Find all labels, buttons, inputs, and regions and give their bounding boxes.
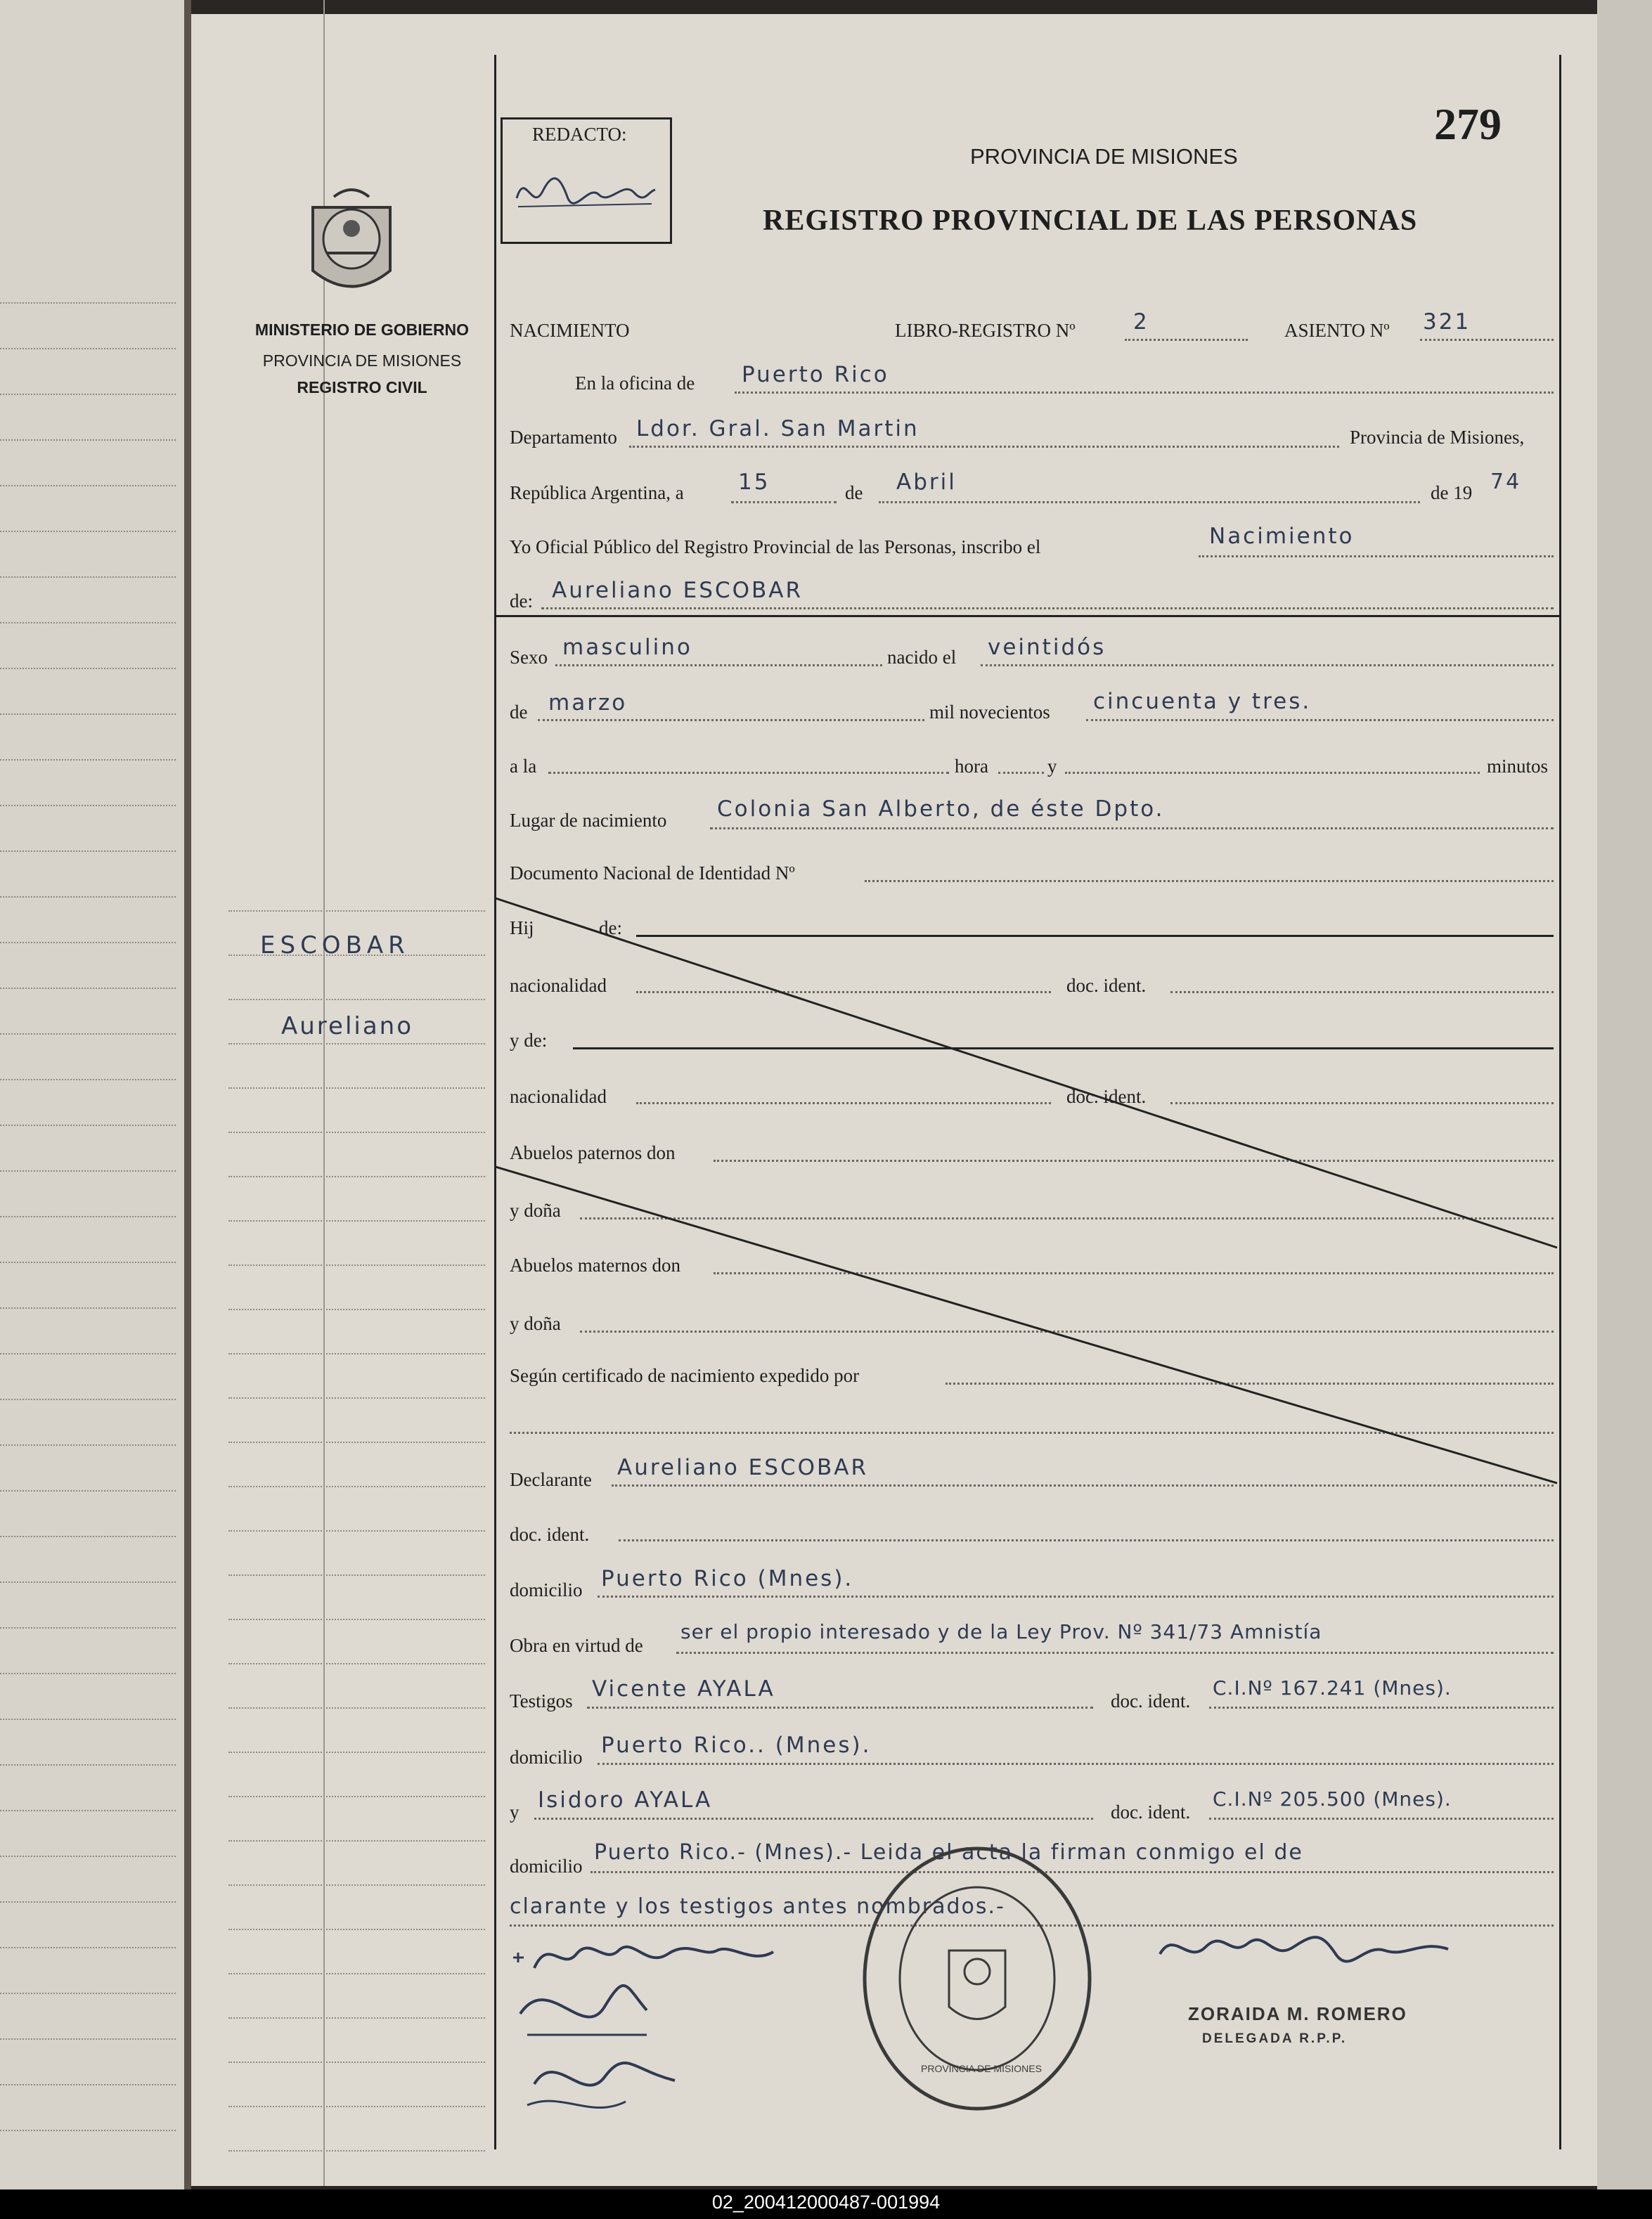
margin-given-name: Aureliano xyxy=(281,1012,414,1040)
testigo2-doc-value: C.I.Nº 205.500 (Mnes). xyxy=(1213,1787,1452,1811)
nacionalidad2-label: nacionalidad xyxy=(510,1086,607,1107)
nacido-day-value: veintidós xyxy=(988,635,1106,660)
birth-year-value: cincuenta y tres. xyxy=(1093,689,1312,714)
birth-month-value: marzo xyxy=(548,690,628,716)
oficina-label: En la oficina de xyxy=(575,373,695,394)
ministry-line-3: REGISTRO CIVIL xyxy=(297,378,427,396)
testigo2-doc-label: doc. ident. xyxy=(1111,1801,1191,1823)
registrar-stamp-name: ZORAIDA M. ROMERO xyxy=(1188,2003,1407,2024)
margin-surname: ESCOBAR xyxy=(260,931,410,959)
closing-value: clarante y los testigos antes nombrados.- xyxy=(510,1894,1005,1919)
birth-month-de-label: de xyxy=(510,701,528,723)
testigo1-doc-label: doc. ident. xyxy=(1111,1690,1191,1712)
registrar-stamp-role: DELEGADA R.P.P. xyxy=(1202,2031,1348,2046)
lugar-value: Colonia San Alberto, de éste Dpto. xyxy=(717,796,1165,822)
republica-label: República Argentina, a xyxy=(510,482,684,503)
a-la-label: a la xyxy=(510,756,537,777)
nacionalidad-label: nacionalidad xyxy=(510,975,607,996)
redacto-label: REDACTO: xyxy=(532,124,627,145)
year-label: de 19 xyxy=(1431,482,1473,503)
document-title: REGISTRO PROVINCIAL DE LAS PERSONAS xyxy=(763,205,1418,237)
y-dona2-label: y doña xyxy=(510,1313,561,1334)
obra-dots xyxy=(676,1652,1554,1654)
declarante-label: Declarante xyxy=(510,1469,592,1490)
year-value: 74 xyxy=(1490,470,1522,494)
doc-ident-label: doc. ident. xyxy=(1066,975,1147,996)
domicilio2-value: Puerto Rico.. (Mnes). xyxy=(601,1733,872,1758)
hij-de-label: de: xyxy=(599,917,622,938)
image-caption: 02_200412000487-001994 xyxy=(711,2192,941,2213)
acto-value: Nacimiento xyxy=(1209,524,1355,549)
declarante-value: Aureliano ESCOBAR xyxy=(617,1455,869,1480)
name-value: Aureliano ESCOBAR xyxy=(552,578,804,603)
witness-signatures xyxy=(506,1929,900,2140)
asiento-value: 321 xyxy=(1423,309,1471,335)
obra-label: Obra en virtud de xyxy=(510,1635,643,1656)
registrar-signature xyxy=(1153,1922,1462,1979)
domicilio-value: Puerto Rico (Mnes). xyxy=(601,1566,854,1591)
domicilio-label: domicilio xyxy=(510,1579,583,1600)
ministry-line-2: PROVINCIA DE MISIONES xyxy=(262,351,462,370)
departamento-value: Ldor. Gral. San Martin xyxy=(636,416,919,441)
testigo1-doc-value: C.I.Nº 167.241 (Mnes). xyxy=(1213,1676,1452,1700)
lugar-label: Lugar de nacimiento xyxy=(510,810,667,831)
testigo2-doc-dots xyxy=(1209,1818,1554,1820)
testigo1-dots xyxy=(587,1707,1093,1709)
day-value: 15 xyxy=(738,470,770,495)
libro-value: 2 xyxy=(1133,309,1149,335)
seal-text: PROVINCIA DE MISIONES xyxy=(921,2063,1042,2074)
hora-y-label: y xyxy=(1047,756,1057,777)
decl-doc-label: doc. ident. xyxy=(510,1524,590,1545)
mil-label: mil novecientos xyxy=(929,701,1050,723)
abuelos-paternos-label: Abuelos paternos don xyxy=(510,1142,676,1163)
testigo1-value: Vicente AYALA xyxy=(592,1676,775,1702)
obra-value: ser el propio interesado y de la Ley Prov. Nº 341/73 Amnistía xyxy=(680,1620,1322,1643)
segun-label: Según certificado de nacimiento expedido por xyxy=(510,1365,860,1386)
hij-label: Hij xyxy=(510,917,534,938)
oficina-value: Puerto Rico xyxy=(742,362,889,387)
testigo2-y-label: y xyxy=(510,1801,520,1823)
testigo1-doc-dots xyxy=(1209,1707,1554,1709)
dni-label: Documento Nacional de Identidad Nº xyxy=(510,862,795,884)
asiento-label: ASIENTO Nº xyxy=(1284,320,1390,341)
domicilio2-dots xyxy=(598,1763,1554,1765)
page-number: 279 xyxy=(1434,99,1502,149)
official-seal-icon xyxy=(851,1838,1104,2119)
testigo2-value: Isidoro AYALA xyxy=(538,1787,713,1813)
hora-label: hora xyxy=(955,756,988,777)
sexo-label: Sexo xyxy=(510,647,548,668)
oficial-label: Yo Oficial Público del Registro Provincial de las Personas, inscribo el xyxy=(510,536,1041,557)
provincia-suffix: Provincia de Misiones, xyxy=(1350,427,1525,448)
y-de-label: y de: xyxy=(510,1030,548,1051)
record-type-label: NACIMIENTO xyxy=(510,320,630,341)
testigos-label: Testigos xyxy=(510,1690,573,1712)
domicilio2-label: domicilio xyxy=(510,1747,583,1768)
ministry-line-1: MINISTERIO DE GOBIERNO xyxy=(254,321,470,339)
minutos-label: minutos xyxy=(1487,756,1549,777)
name-de-label: de: xyxy=(510,590,533,612)
domicilio-dots xyxy=(598,1596,1554,1598)
domicilio3-value: Puerto Rico.- (Mnes).- Leida el acta la firman conmigo el de xyxy=(594,1840,1303,1865)
nacido-label: nacido el xyxy=(887,647,957,668)
domicilio3-label: domicilio xyxy=(510,1856,583,1877)
doc-ident2-label: doc. ident. xyxy=(1066,1086,1147,1107)
province-heading: PROVINCIA DE MISIONES xyxy=(970,144,1238,169)
declarante-dots xyxy=(612,1484,1554,1487)
testigo2-dots xyxy=(534,1818,1093,1820)
y-dona-label: y doña xyxy=(510,1200,561,1221)
sexo-value: masculino xyxy=(562,635,692,660)
decl-doc-dots xyxy=(619,1539,1554,1541)
month-value: Abril xyxy=(896,470,957,495)
libro-label: LIBRO-REGISTRO Nº xyxy=(895,320,1076,341)
abuelos-maternos-label: Abuelos maternos don xyxy=(510,1255,680,1276)
departamento-label: Departamento xyxy=(510,427,617,448)
date-de-label: de xyxy=(845,482,863,503)
